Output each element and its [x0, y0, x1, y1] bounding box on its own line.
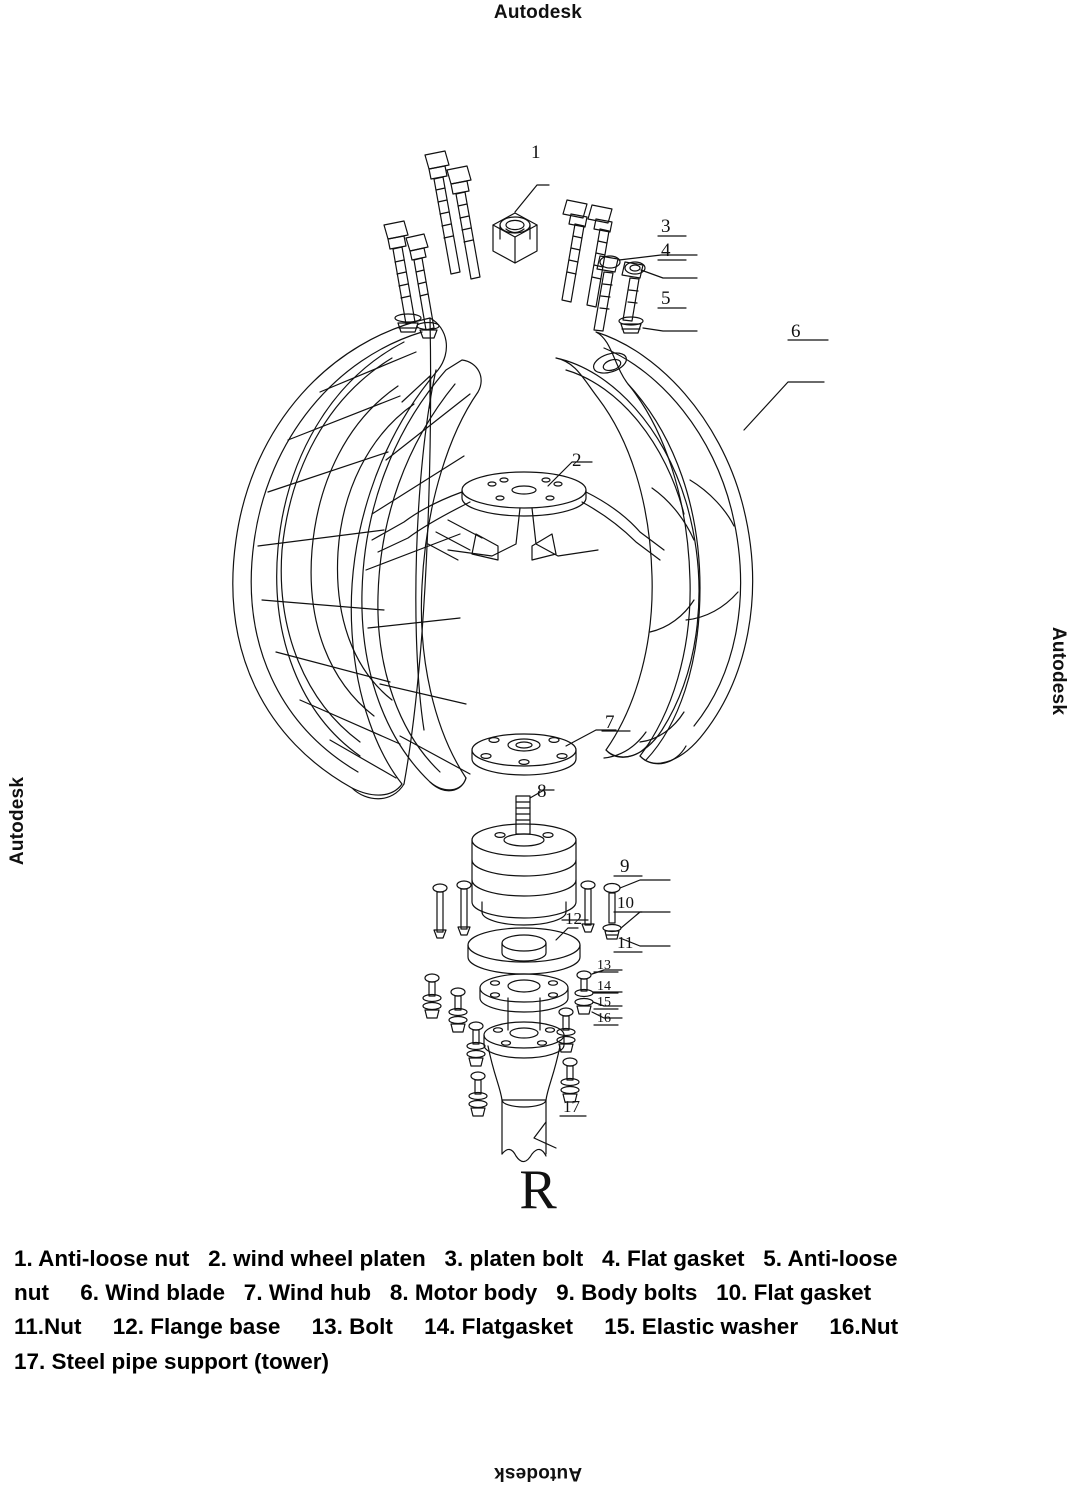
wind-blade-assembly: [233, 318, 824, 799]
bolt-right-a: [562, 200, 587, 302]
watermark-top: Autodesk: [493, 2, 583, 23]
callout-label-9: 9: [620, 856, 630, 877]
steel-pipe-support: [484, 1022, 564, 1162]
callout-label-7: 7: [605, 712, 615, 733]
callout-leader-10: [621, 912, 670, 928]
callout-label-1: 1: [531, 142, 541, 163]
callout-label-17: 17: [563, 1097, 580, 1116]
callout-label-10: 10: [617, 893, 634, 912]
anti-loose-nut-center: [493, 213, 537, 263]
callout-leader-4: [641, 270, 697, 278]
legend-line-2: nut 6. Wind blade 7. Wind hub 8. Motor body 9. Body bolts 10. Flat gasket: [14, 1280, 872, 1306]
wind-hub: [472, 730, 616, 775]
callout-label-5: 5: [661, 288, 671, 309]
legend-line-1: 1. Anti-loose nut 2. wind wheel platen 3. platen bolt 4. Flat gasket 5. Anti-loose: [14, 1246, 898, 1271]
watermark-bottom: Autodesk: [493, 1463, 583, 1484]
body-bolt-left-2: [457, 881, 471, 935]
flange-base: [468, 928, 580, 1030]
body-bolt-right-1: [581, 881, 595, 932]
callout-leader-3: [619, 255, 697, 260]
tower-bolt-right-1: [575, 971, 593, 1014]
legend-line-3: 11.Nut 12. Flange base 13. Bolt 14. Flatgasket 15. Elastic washer 16.Nut: [14, 1314, 899, 1340]
bolt-right-d: [619, 262, 645, 333]
callout-label-11: 11: [617, 933, 634, 952]
registered-mark: R: [519, 1159, 557, 1221]
callout-label-15: 15: [597, 995, 611, 1010]
tower-bolt-left-4: [469, 1072, 487, 1116]
callout-leader-6: [744, 382, 824, 430]
callout-label-3: 3: [661, 216, 671, 237]
callout-leader-9: [620, 880, 670, 888]
callout-label-12: 12: [565, 909, 582, 928]
callout-label-2: 2: [572, 450, 582, 471]
watermark-right: Autodesk: [1047, 626, 1069, 716]
body-bolt-group: [433, 880, 670, 946]
callout-label-16: 16: [597, 1011, 611, 1026]
body-bolt-left-1: [433, 884, 447, 938]
callout-leader-5: [643, 328, 697, 331]
callout-label-4: 4: [661, 240, 671, 261]
parts-legend: [14, 1242, 1062, 1379]
bolt-left-c: [384, 221, 421, 332]
callout-leader-1: [515, 185, 549, 212]
watermark-left: Autodesk: [7, 776, 29, 866]
legend-line-4: 17. Steel pipe support (tower): [14, 1348, 330, 1374]
tower-bolt-left-1: [423, 974, 441, 1018]
tower-bolt-right-2: [557, 1008, 575, 1052]
tower-bolt-right-3: [561, 1058, 579, 1102]
callout-label-13: 13: [597, 958, 611, 973]
exploded-assembly-diagram: [0, 40, 1076, 1220]
callout-leader-17: [534, 1122, 556, 1148]
motor-body: [472, 790, 576, 925]
bolt-left-a: [425, 151, 460, 274]
bolt-left-b: [447, 166, 480, 279]
callout-label-8: 8: [537, 781, 547, 802]
wind-wheel-platen: [372, 462, 664, 560]
callout-label-14: 14: [597, 979, 611, 994]
tower-bolt-left-2: [449, 988, 467, 1032]
tower-bolt-left-3: [467, 1022, 485, 1066]
top-fastener-group: [384, 151, 697, 338]
callout-label-6: 6: [791, 321, 801, 342]
